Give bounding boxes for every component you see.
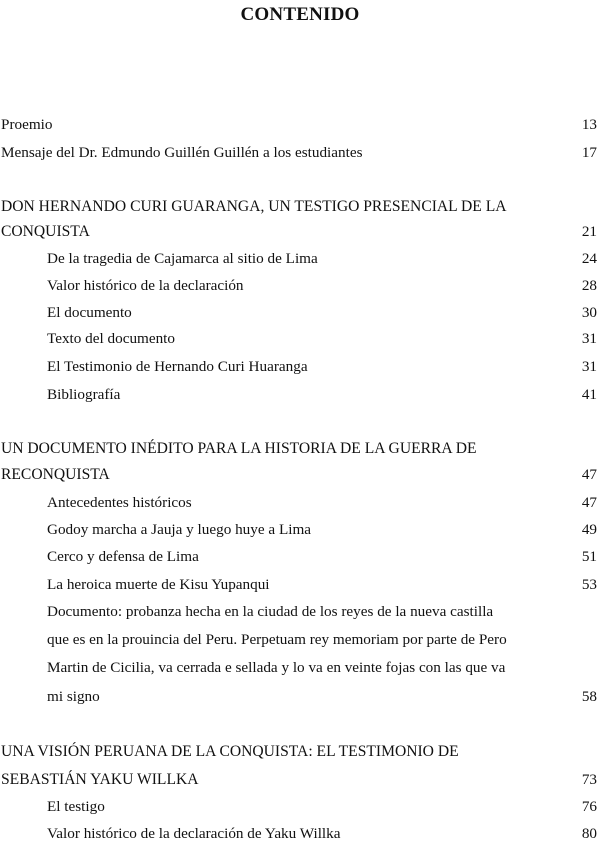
toc-page-number: 58 xyxy=(581,688,597,705)
toc-entry-text: mi signo xyxy=(47,688,100,705)
toc-page-number: 17 xyxy=(581,144,597,161)
toc-entry-text: Godoy marcha a Jauja y luego huye a Lima xyxy=(47,521,312,538)
toc-subentry[interactable] xyxy=(0,273,600,299)
toc-subentry-multiline[interactable] xyxy=(0,655,600,681)
toc-chapter-title-line[interactable] xyxy=(0,219,600,245)
toc-entry-text: UNA VISIÓN PERUANA DE LA CONQUISTA: EL TESTIMONIO DE xyxy=(1,743,459,760)
toc-page-number: 30 xyxy=(581,304,597,321)
toc-chapter-title-line[interactable] xyxy=(0,462,600,488)
toc-entry-text: Documento: probanza hecha en la ciudad de los reyes de la nueva castilla xyxy=(47,603,494,620)
toc-entry-text: Mensaje del Dr. Edmundo Guillén Guillén a los estudiantes xyxy=(1,144,363,161)
toc-subentry[interactable] xyxy=(0,490,600,516)
toc-subentry[interactable] xyxy=(0,300,600,326)
toc-entry-proemio[interactable] xyxy=(0,112,600,138)
toc-entry-text: Texto del documento xyxy=(47,330,175,347)
toc-page-number: 47 xyxy=(581,494,597,511)
toc-subentry[interactable] xyxy=(0,517,600,543)
toc-page-number: 28 xyxy=(581,277,597,294)
toc-entry-mensaje[interactable] xyxy=(0,140,600,166)
toc-entry-text: DON HERNANDO CURI GUARANGA, UN TESTIGO PRESENCIAL DE LA xyxy=(1,198,507,215)
toc-page-number: 47 xyxy=(581,466,597,483)
toc-entry-text: Valor histórico de la declaración de Yaku Willka xyxy=(47,825,341,842)
toc-entry-text: RECONQUISTA xyxy=(1,466,110,483)
toc-subentry[interactable] xyxy=(0,326,600,352)
toc-entry-text: De la tragedia de Cajamarca al sitio de Lima xyxy=(47,250,318,267)
toc-entry-text: El Testimonio de Hernando Curi Huaranga xyxy=(47,358,308,375)
toc-subentry[interactable] xyxy=(0,794,600,820)
toc-entry-text: El testigo xyxy=(47,798,105,815)
toc-entry-text: Antecedentes históricos xyxy=(47,494,192,511)
toc-chapter-title-line[interactable] xyxy=(0,436,600,462)
toc-subentry-multiline[interactable] xyxy=(0,599,600,625)
toc-entry-text: que es en la prouincia del Peru. Perpetuam rey memoriam por parte de Pero xyxy=(47,631,507,648)
toc-subentry[interactable] xyxy=(0,354,600,380)
toc-subentry[interactable] xyxy=(0,572,600,598)
toc-page-number: 49 xyxy=(581,521,597,538)
toc-page-number: 41 xyxy=(581,386,597,403)
toc-entry-text: El documento xyxy=(47,304,132,321)
toc-entry-text: SEBASTIÁN YAKU WILLKA xyxy=(1,771,199,788)
toc-page-number: 76 xyxy=(581,798,597,815)
toc-entry-text: Valor histórico de la declaración xyxy=(47,277,244,294)
toc-page-number: 31 xyxy=(581,358,597,375)
toc-entry-text: La heroica muerte de Kisu Yupanqui xyxy=(47,576,270,593)
toc-entry-text: Bibliografía xyxy=(47,386,121,403)
toc-entry-text: Martin de Cicilia, va cerrada e sellada y lo va en veinte fojas con las que va xyxy=(47,659,506,676)
toc-entry-text: CONQUISTA xyxy=(1,223,90,240)
toc-page-number: 31 xyxy=(581,330,597,347)
toc-chapter-title-line[interactable] xyxy=(0,194,600,220)
toc-subentry[interactable] xyxy=(0,544,600,570)
toc-page-number: 73 xyxy=(581,771,597,788)
page-title: CONTENIDO xyxy=(240,4,360,25)
toc-chapter-title-line[interactable] xyxy=(0,767,600,793)
toc-entry-text: UN DOCUMENTO INÉDITO PARA LA HISTORIA DE LA GUERRA DE xyxy=(1,440,477,457)
toc-subentry[interactable] xyxy=(0,821,600,847)
toc-chapter-title-line[interactable] xyxy=(0,739,600,765)
toc-page-number: 21 xyxy=(581,223,597,240)
toc-subentry[interactable] xyxy=(0,246,600,272)
toc-subentry[interactable] xyxy=(0,382,600,408)
toc-entry-text: Proemio xyxy=(1,116,53,133)
toc-page-number: 53 xyxy=(581,576,597,593)
toc-subentry-multiline[interactable] xyxy=(0,627,600,653)
toc-page-number: 24 xyxy=(581,250,597,267)
toc-subentry-multiline[interactable] xyxy=(0,684,600,710)
toc-page-number: 13 xyxy=(581,116,597,133)
toc-page-number: 51 xyxy=(581,548,597,565)
toc-entry-text: Cerco y defensa de Lima xyxy=(47,548,199,565)
toc-page-number: 80 xyxy=(581,825,597,842)
